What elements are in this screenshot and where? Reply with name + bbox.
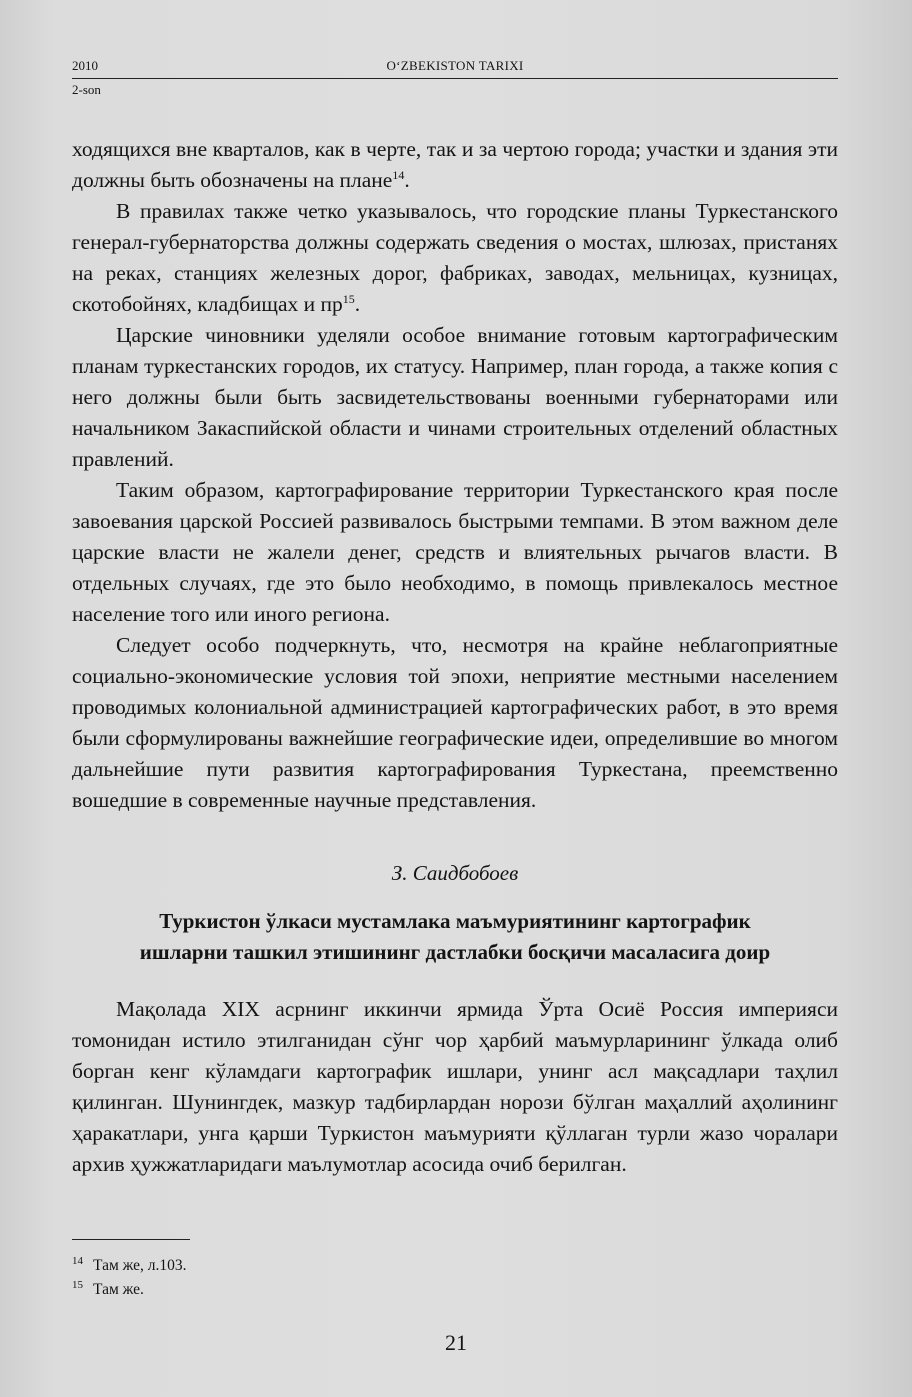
footnotes (72, 1254, 572, 1302)
header-journal-title: O‘ZBEKISTON TARIXI (386, 58, 524, 73)
article-abstract: Мақолада XIX асрнинг иккинчи ярмида Ўрта Осиё Россия империяси томонидан истило этилганидан сўнг чор ҳарбий маъмурларининг ўлкада олиб борган кенг кўламдаги картографик ишлари, унинг асл мақсадлари таҳлил қилинган. Шунингдек, мазкур тадбирлардан норози бўлган маҳаллий аҳолининг ҳаракатлари, унга қарши Туркистон маъмурияти қўллаган турли жазо чоралари архив ҳужжатларидаги маълумотлар асосида очиб берилган. (72, 997, 838, 1176)
footnote-ref-14: 14 (392, 167, 405, 182)
article-title (72, 906, 838, 968)
paragraph: В правилах также четко указывалось, что городские планы Туркестанского генерал-губернаторства должны содержать сведения о мостах, шлюзах, пристанях на реках, станциях железных дорог, фабриках, заводах, мельницах, кузницах, скотобойнях, кладбищах и $пр^{15}$. (72, 199, 838, 316)
page-number: 21 (445, 1330, 467, 1355)
article-title-line-1: Туркистон ўлкаси мустамлака маъмуриятининг картографик (159, 909, 751, 933)
paragraph: Царские чиновники уделяли особое внимание готовым картографическим планам туркестанских городов, их статусу. Например, план города, а также копия с него должны были быть засвидетельствованы военными губернаторами или начальником Закаспийской области и чинами строительных отделений областных правлений. (72, 323, 838, 471)
footnote-item: $^{15}$ Там же. (72, 1278, 144, 1298)
main-text (72, 134, 838, 1180)
paragraph: Таким образом, картографирование территории Туркестанского края после завоевания царской Россией развивалось быстрыми темпами. В этом важном деле царские власти не жалели денег, средств и влиятельных рычагов власти. В отдельных случаях, где это было необходимо, в помощь привлекалось местное население того или иного региона. (72, 478, 838, 626)
footnote-rule (72, 1239, 190, 1240)
paragraph: Следует особо подчеркнуть, что, несмотря на крайне неблагоприятные социально-экономические условия той эпохи, неприятие местными населением проводимых колониальной администрацией картографических работ, в это время были сформулированы важнейшие географические идеи, определившие во многом дальнейшие пути развития картографирования Туркестана, преемственно вошедшие в современные научные представления. (72, 633, 838, 812)
footnote-item: $^{14}$ Там же, л.103. (72, 1254, 187, 1274)
paragraph-continued: ходящихся вне кварталов, как в черте, так и за чертою города; участки и здания эти должны быть обозначены на плане$^{14}$. (72, 137, 838, 192)
article-title-line-2: ишларни ташкил этишининг дастлабки босқичи масаласига доир (139, 940, 771, 964)
header-issue: 2-son (72, 82, 101, 97)
header-year: 2010 (72, 58, 98, 73)
header-rule (72, 78, 838, 79)
article-author: З. Саидбобоев (391, 861, 519, 885)
running-header (72, 58, 838, 98)
footnote-ref-15: 15 (342, 291, 355, 306)
